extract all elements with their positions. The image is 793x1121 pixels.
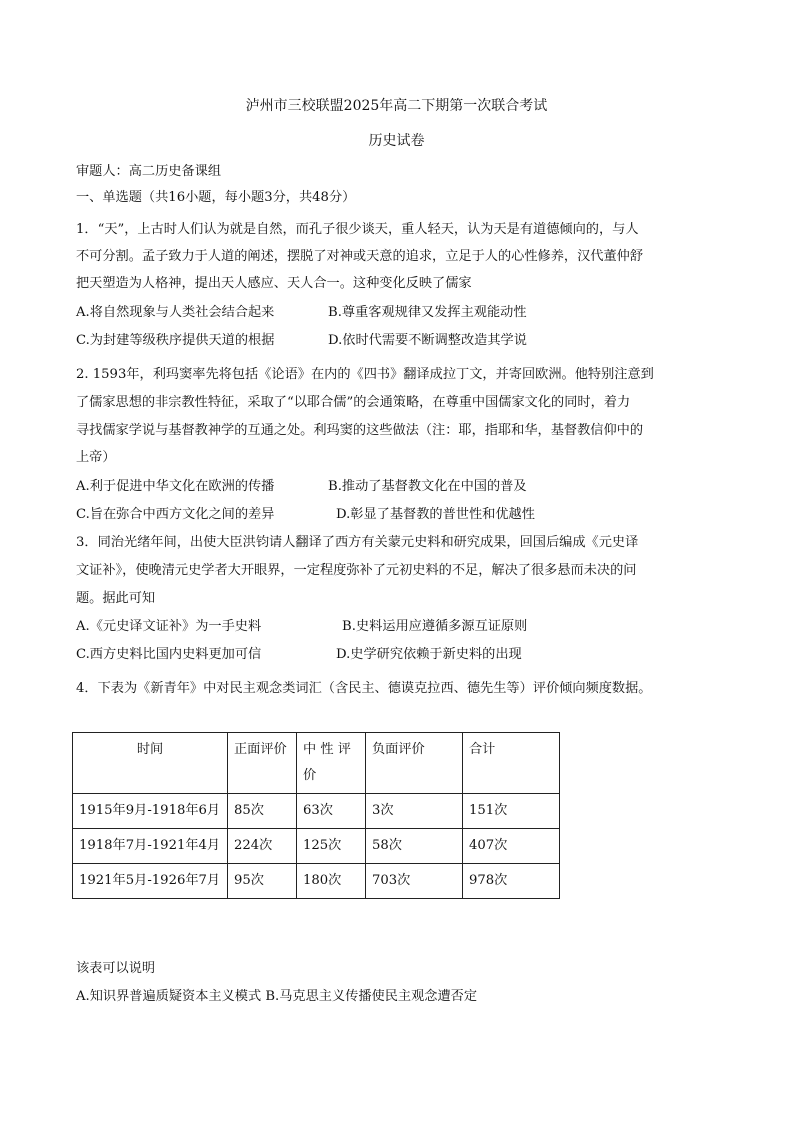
cell-neutral: 180次: [297, 864, 366, 899]
cell-total: 978次: [463, 864, 560, 899]
q1-line-3: 把天塑造为人格神，提出天人感应、天人合一。这种变化反映了儒家: [76, 276, 472, 291]
q1-option-b: B.尊重客观规律又发挥主观能动性: [328, 305, 527, 320]
cell-positive: 95次: [228, 864, 297, 899]
cell-positive: 85次: [228, 794, 297, 829]
q2-line-2: 了儒家思想的非宗教性特征，采取了“以耶合儒”的会通策略，在尊重中国儒家文化的同时，着力: [76, 395, 631, 410]
q2-option-a: A.利于促进中华文化在欧洲的传播: [76, 479, 275, 494]
table-row: [73, 864, 560, 899]
cell-negative: 703次: [366, 864, 463, 899]
q2-option-b: B.推动了基督教文化在中国的普及: [328, 479, 527, 494]
exam-title: 泸州市三校联盟2025年高二下期第一次联合考试: [245, 98, 548, 114]
q3-option-a: A.《元史译文证补》为一手史料: [76, 619, 262, 634]
header-time: 时间: [73, 733, 228, 794]
q2-option-c: C.旨在弥合中西方文化之间的差异: [76, 507, 275, 522]
cell-total: 407次: [463, 829, 560, 864]
table-row: [73, 829, 560, 864]
q3-line-1: 3．同治光绪年间，出使大臣洪钧请人翻译了西方有关蒙元史料和研究成果，回国后编成《元史译: [76, 535, 639, 550]
header-neutral: 中 性 评价: [297, 733, 366, 794]
cell-period: 1915年9月-1918年6月: [73, 794, 228, 829]
q3-option-c: C.西方史料比国内史料更加可信: [76, 647, 262, 662]
q3-option-b: B.史料运用应遵循多源互证原则: [342, 619, 528, 634]
q4-options-line: A.知识界普遍质疑资本主义模式 B.马克思主义传播使民主观念遭否定: [76, 989, 478, 1004]
q2-option-d: D.彰显了基督教的普世性和优越性: [336, 507, 535, 522]
q1-line-1: 1．“天”，上古时人们认为就是自然，而孔子很少谈天，重人轻天，认为天是有道德倾向的，与人: [76, 222, 639, 237]
q2-line-1: 2. 1593年，利玛窦率先将包括《论语》在内的《四书》翻译成拉丁文，并寄回欧洲。他特别注意到: [76, 367, 654, 382]
q2-line-3: 寻找儒家学说与基督教神学的互通之处。利玛窦的这些做法（注：耶，指耶和华，基督教信仰中的: [76, 423, 644, 438]
cell-period: 1921年5月-1926年7月: [73, 864, 228, 899]
cell-neutral: 125次: [297, 829, 366, 864]
table-header-row: [73, 733, 560, 794]
cell-neutral: 63次: [297, 794, 366, 829]
section-heading: 一、单选题（共16小题，每小题3分，共48分）: [76, 190, 356, 205]
table-row: [73, 794, 560, 829]
header-total: 合计: [463, 733, 560, 794]
q3-line-2: 文证补》，使晚清元史学者大开眼界，一定程度弥补了元初史料的不足，解决了很多悬而未决的问: [76, 563, 637, 578]
q1-option-d: D.依时代需要不断调整改造其学说: [328, 333, 527, 348]
q1-line-2: 不可分割。孟子致力于人道的阐述，摆脱了对神或天意的追求，立足于人的心性修养，汉代董仲舒: [76, 249, 644, 264]
q4-after-text: 该表可以说明: [76, 961, 156, 976]
cell-total: 151次: [463, 794, 560, 829]
q2-line-4: 上帝）: [76, 450, 116, 465]
q1-option-c: C.为封建等级秩序提供天道的根据: [76, 333, 275, 348]
header-negative: 负面评价: [366, 733, 463, 794]
frequency-table: [72, 732, 560, 899]
header-positive: 正面评价: [228, 733, 297, 794]
cell-negative: 3次: [366, 794, 463, 829]
q1-option-a: A.将自然现象与人类社会结合起来: [76, 305, 275, 320]
cell-period: 1918年7月-1921年4月: [73, 829, 228, 864]
cell-positive: 224次: [228, 829, 297, 864]
q3-line-3: 题。据此可知: [76, 591, 156, 606]
cell-negative: 58次: [366, 829, 463, 864]
exam-subtitle: 历史试卷: [368, 133, 425, 149]
reviewer-line: 审题人：高二历史备课组: [76, 164, 222, 179]
q3-option-d: D.史学研究依赖于新史料的出现: [336, 647, 522, 662]
q4-stem: 4．下表为《新青年》中对民主观念类词汇（含民主、德谟克拉西、德先生等）评价倾向频度数据。: [76, 681, 652, 696]
